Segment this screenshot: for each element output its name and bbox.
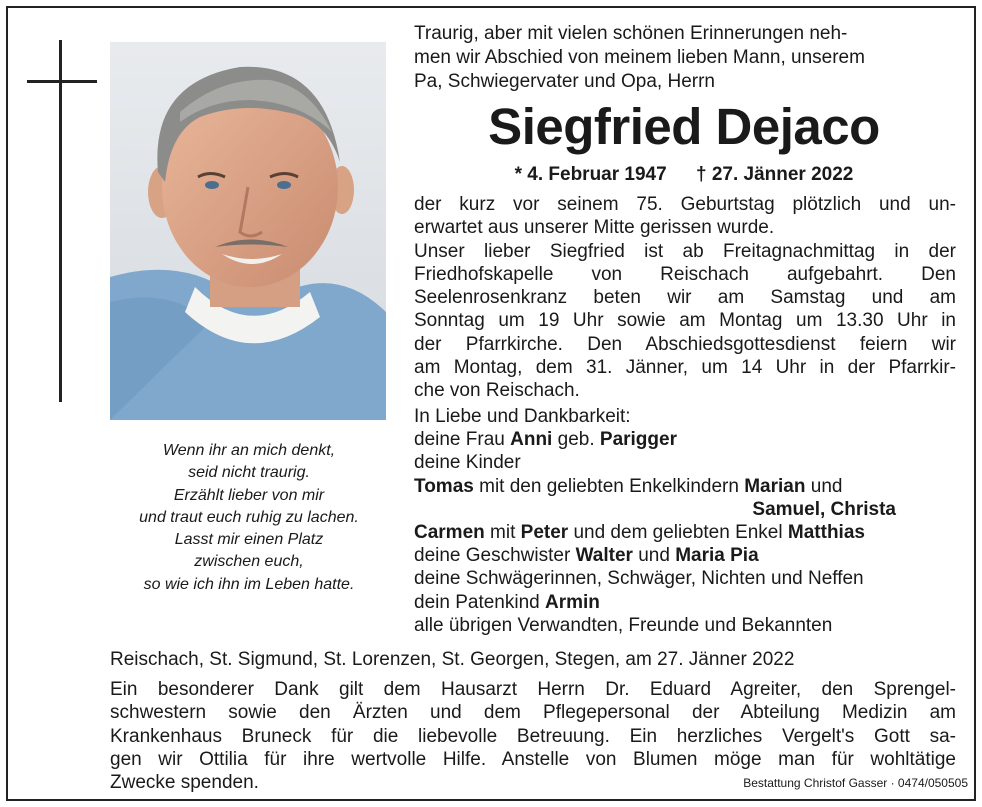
- mourner-line: Samuel, Christa: [752, 498, 896, 520]
- poem-line: so wie ich ihn im Leben hatte.: [143, 575, 355, 593]
- poem-line: Erzählt lieber von mir: [173, 486, 325, 504]
- deceased-name: Siegfried Dejaco: [488, 98, 880, 155]
- body-line: der kurz vor seinem 75. Geburtstag plötzlich und un-: [414, 194, 956, 215]
- mourners-heading: In Liebe und Dankbarkeit:: [414, 406, 631, 427]
- poem-line: und traut euch ruhig zu lachen.: [139, 508, 359, 526]
- mourner-line: deine Geschwister Walter und Maria Pia: [414, 545, 759, 567]
- thanks-line: Krankenhaus Bruneck für die liebevolle Betreuung. Ein herzliches Vergelt's Gott sa-: [110, 725, 956, 747]
- announcement-body: [414, 193, 956, 403]
- place-and-date: Reischach, St. Sigmund, St. Lorenzen, St. Georgen, Stegen, am 27. Jänner 2022: [110, 649, 795, 670]
- body-line: am Montag, dem 31. Jänner, um 14 Uhr in der Pfarrkir-: [414, 357, 956, 379]
- mourner-line: deine Kinder: [414, 452, 521, 474]
- undertaker-credit: Bestattung Christof Gasser · 0474/050505: [743, 776, 968, 790]
- life-dates: [414, 163, 954, 187]
- mourner-line: dein Patenkind Armin: [414, 591, 600, 613]
- thanks-line: gen wir Ottilia für ihre wertvolle Hilfe. Anstelle von Blumen möge man für wohltätige: [110, 748, 956, 770]
- body-line: Sonntag um 19 Uhr sowie am Montag um 13.30 Uhr in: [414, 310, 956, 332]
- mourners-list: [414, 405, 956, 637]
- death-date: † 27. Jänner 2022: [695, 164, 854, 185]
- body-line: erwartet aus unserer Mitte gerissen wurde.: [414, 217, 775, 239]
- mourner-line: Carmen mit Peter und dem geliebten Enkel Matthias: [414, 522, 865, 544]
- poem-line: zwischen euch,: [194, 553, 304, 571]
- body-line: che von Reischach.: [414, 380, 580, 402]
- body-line: der Pfarrkirche. Den Abschiedsgottesdienst feiern wir: [414, 333, 956, 355]
- poem-line: Wenn ihr an mich denkt,: [162, 442, 336, 459]
- body-line: Unser lieber Siegfried ist ab Freitagnachmittag in der: [414, 240, 956, 262]
- thanks-line: Ein besonderer Dank gilt dem Hausarzt Herrn Dr. Eduard Agreiter, den Sprengel-: [110, 679, 956, 700]
- portrait-photo: [110, 42, 386, 420]
- intro-line: men wir Abschied von meinem lieben Mann, unserem: [414, 47, 865, 68]
- thanks-line: Zwecke spenden.: [110, 772, 259, 794]
- birth-date: * 4. Februar 1947: [514, 164, 667, 185]
- poem-line: Lasst mir einen Platz: [174, 531, 324, 549]
- intro-text: [414, 22, 954, 94]
- intro-line: Pa, Schwiegervater und Opa, Herrn: [414, 71, 715, 92]
- poem-line: seid nicht traurig.: [188, 464, 310, 482]
- body-line: Friedhofskapelle von Reischach aufgebahrt. Den: [414, 263, 956, 285]
- memorial-poem: [108, 440, 390, 596]
- intro-line: Traurig, aber mit vielen schönen Erinnerungen neh-: [414, 23, 848, 44]
- mourner-line: alle übrigen Verwandten, Freunde und Bekannten: [414, 614, 833, 636]
- thanks-line: schwestern sowie den Ärzten und dem Pflegepersonal der Abteilung Medizin am: [110, 702, 956, 724]
- mourner-line: Tomas mit den geliebten Enkelkindern Marian und: [414, 475, 843, 497]
- mourner-line: deine Frau Anni geb. Parigger: [414, 429, 677, 451]
- body-line: Seelenrosenkranz beten wir am Samstag und am: [414, 287, 956, 309]
- mourner-line: deine Schwägerinnen, Schwäger, Nichten und Neffen: [414, 568, 864, 590]
